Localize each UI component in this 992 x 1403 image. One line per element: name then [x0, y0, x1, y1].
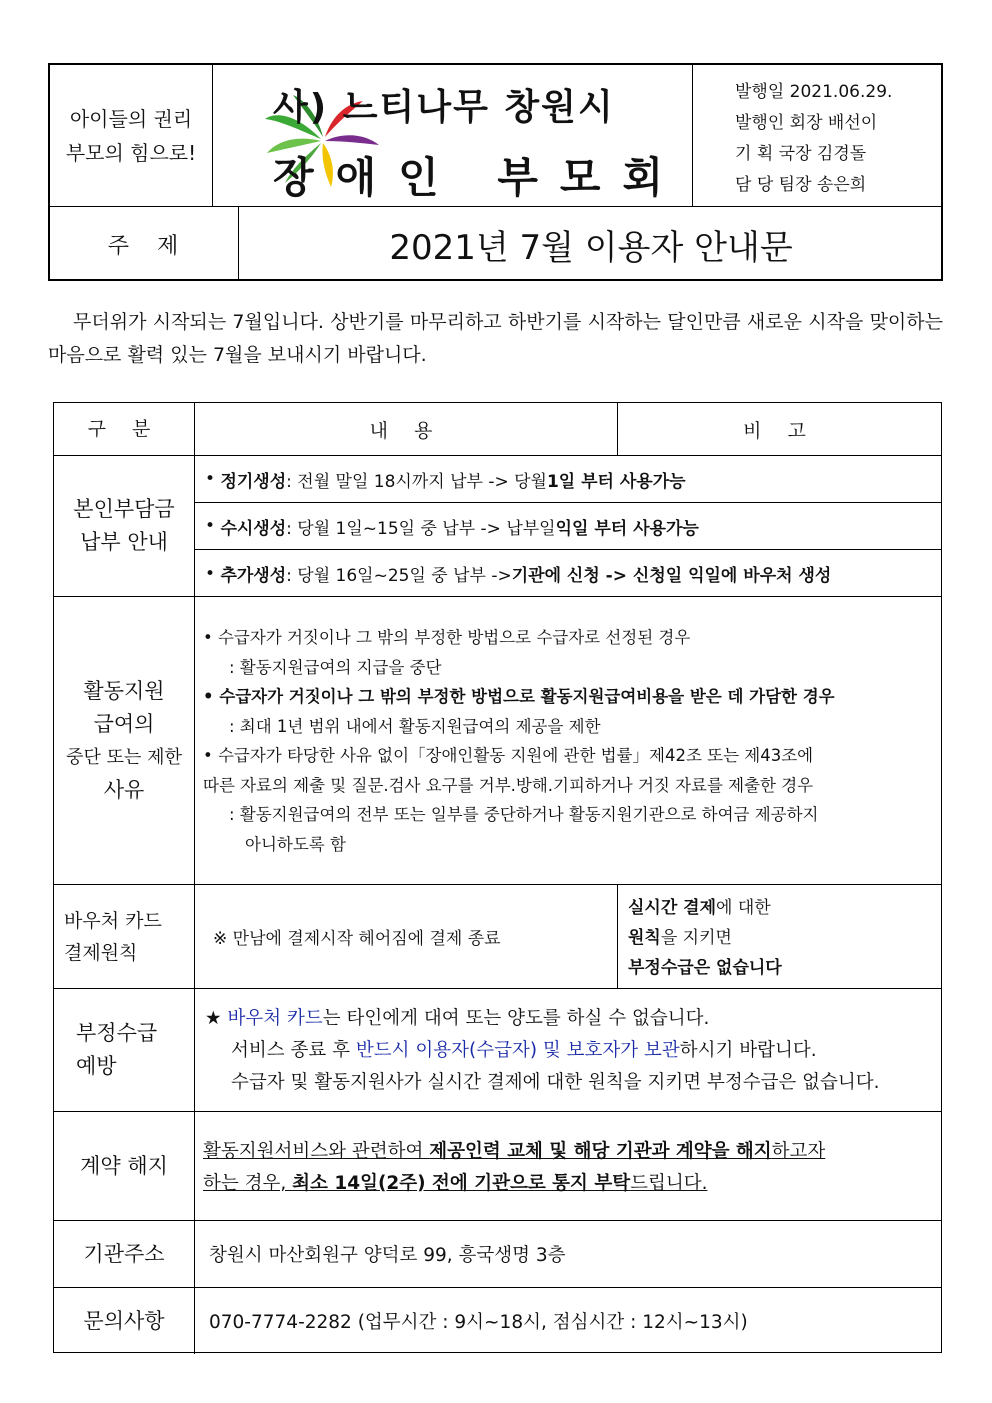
suspension-line: : 활동지원급여의 지급을 중단 — [229, 657, 442, 677]
fraud-line-2-pre: 서비스 종료 후 — [231, 1040, 356, 1061]
suspension-line: : 최대 1년 범위 내에서 활동지원급여의 제공을 제한 — [229, 716, 601, 736]
newsletter-header — [48, 63, 943, 281]
intro-paragraph — [48, 306, 943, 372]
suspension-line: • 수급자가 거짓이나 그 밖의 부정한 방법으로 활동지원급여비용을 받은 데 가담한 경우 — [203, 687, 835, 706]
termination-category: 계약 해지 — [54, 1112, 195, 1220]
organization-subtitle: 장애인 부모회 — [273, 153, 686, 202]
inquiry-category: 문의사항 — [54, 1288, 195, 1354]
voucher-category-line-1: 바우처 카드 — [64, 909, 162, 932]
fraud-content — [195, 989, 941, 1111]
suspension-row — [54, 597, 941, 885]
termination-line-2-post: 드립니다. — [630, 1173, 708, 1194]
header-content-area — [195, 403, 941, 455]
fraud-category — [54, 989, 195, 1111]
payment-regular: • 정기생성 : 전월 말일 18시까지 납부 -> 당월 1일 부터 사용가능 — [195, 456, 941, 503]
voucher-note-bold-3: 부정수급은 없습니다 — [628, 958, 782, 978]
slogan-line-2: 부모의 힘으로! — [65, 141, 197, 165]
fraud-line-2-post: 하시기 바랍니다. — [679, 1040, 817, 1061]
voucher-category-line-2: 결제원칙 — [64, 941, 138, 964]
suspension-category-line-1: 활동지원 — [83, 678, 165, 703]
additional-text: : 당월 16일~25일 중 납부 -> — [286, 566, 512, 586]
fraud-category-line-1: 부정수급 — [76, 1021, 158, 1045]
occasional-label: 수시생성 — [220, 518, 287, 539]
payment-category — [54, 456, 195, 596]
suspension-category-line-2: 급여의 — [93, 711, 155, 736]
payment-category-line-2: 납부 안내 — [80, 530, 168, 554]
payment-occasional: • 수시생성 : 당월 1일~15일 중 납부 -> 납부일 익일 부터 사용가능 — [195, 503, 941, 550]
suspension-category — [54, 597, 195, 884]
payment-content — [195, 456, 941, 596]
voucher-note-bold-1: 실시간 결제 — [628, 898, 717, 918]
publication-info — [693, 65, 943, 207]
person-in-charge: 담 당 팀장 송은희 — [735, 175, 867, 195]
slogan — [50, 65, 213, 207]
header-category: 구 분 — [54, 403, 195, 455]
planner: 기 획 국장 김경돌 — [735, 144, 867, 164]
address-category: 기관주소 — [54, 1221, 195, 1287]
voucher-category — [54, 885, 195, 988]
fraud-line-1: 는 타인에게 대여 또는 양도를 하실 수 없습니다. — [322, 1008, 710, 1029]
voucher-row — [54, 885, 941, 989]
termination-line-1-post: 하고자 — [771, 1141, 826, 1162]
table-header-row — [54, 403, 941, 456]
suspension-line: • 수급자가 거짓이나 그 밖의 부정한 방법으로 수급자로 선정된 경우 — [203, 628, 691, 647]
intro-text: 무더위가 시작되는 7월입니다. 상반기를 마무리하고 하반기를 시작하는 달인만큼 새로운 시작을 맞이하는 마음으로 활력 있는 7월을 보내시기 바랍니다. — [48, 311, 943, 366]
voucher-principle: ※ 만남에 결제시작 헤어짐에 결제 종료 — [195, 885, 618, 988]
termination-line-2-pre: 하는 경우, — [203, 1173, 293, 1194]
occasional-emphasis: 익일 부터 사용가능 — [555, 518, 699, 539]
header-note: 비 고 — [743, 419, 816, 442]
payment-category-line-1: 본인부담금 — [73, 497, 175, 521]
address-value: 창원시 마산회원구 양덕로 99, 흥국생명 3층 — [209, 1245, 566, 1266]
header-subject-row — [50, 207, 941, 281]
inquiry-content — [195, 1288, 941, 1354]
fraud-prevention-row — [54, 989, 941, 1112]
header-top-row — [50, 65, 941, 207]
occasional-text: : 당월 1일~15일 중 납부 -> 납부일 — [286, 518, 556, 539]
star-icon: ★ — [205, 1008, 222, 1029]
subject-label: 주제 — [50, 207, 239, 281]
voucher-content — [195, 885, 941, 988]
additional-emphasis: 기관에 신청 -> 신청일 익일에 바우처 생성 — [511, 566, 832, 586]
termination-content — [195, 1112, 941, 1220]
payment-row — [54, 456, 941, 597]
address-row — [54, 1221, 941, 1288]
suspension-line: 아니하도록 함 — [245, 834, 346, 854]
termination-row — [54, 1112, 941, 1221]
slogan-line-1: 아이들의 권리 — [69, 107, 193, 131]
publisher: 발행인 회장 배선이 — [735, 113, 878, 133]
voucher-note-text-2: 을 지키면 — [660, 928, 732, 948]
suspension-content — [195, 597, 941, 884]
payment-additional: • 추가생성 : 당월 16일~25일 중 납부 -> 기관에 신청 -> 신청일 익일에 바우처 생성 — [195, 550, 941, 597]
subject-title: 2021년 7월 이용자 안내문 — [389, 227, 793, 268]
suspension-line: 따른 자료의 제출 및 질문.검사 요구를 거부.방해.기피하거나 거짓 자료를 제출한 경우 — [203, 775, 814, 795]
regular-label: 정기생성 — [220, 471, 287, 492]
regular-emphasis: 1일 부터 사용가능 — [546, 471, 686, 492]
address-content — [195, 1221, 941, 1287]
suspension-category-line-3: 중단 또는 제한 — [66, 746, 182, 768]
organization-name: 사) 느티나무 창원시 — [273, 87, 615, 128]
header-content: 내 용 — [195, 403, 618, 455]
voucher-note-text-1: 에 대한 — [716, 898, 771, 918]
suspension-line: : 활동지원급여의 전부 또는 일부를 중단하거나 활동지원기관으로 하여금 제공하지 — [229, 805, 819, 824]
info-table — [53, 402, 942, 1353]
additional-label: 추가생성 — [220, 566, 287, 586]
organization-block — [213, 65, 693, 207]
inquiry-row — [54, 1288, 941, 1354]
fraud-emphasis-2: 반드시 이용자(수급자) 및 보호자가 보관 — [355, 1040, 680, 1061]
fraud-category-line-2: 예방 — [76, 1054, 117, 1078]
termination-emphasis-2: 최소 14일(2주) 전에 기관으로 통지 부탁 — [292, 1173, 631, 1194]
inquiry-value: 070-7774-2282 (업무시간 : 9시~18시, 점심시간 : 12시~13시) — [209, 1312, 748, 1333]
regular-text: : 전월 말일 18시까지 납부 -> 당월 — [286, 471, 547, 492]
fraud-line-3: 수급자 및 활동지원사가 실시간 결제에 대한 원칙을 지키면 부정수급은 없습니다. — [231, 1072, 880, 1093]
termination-line-1-pre: 활동지원서비스와 관련하여 — [203, 1141, 430, 1162]
voucher-note-bold-2: 원칙 — [628, 928, 661, 948]
voucher-note — [628, 893, 782, 983]
publish-date: 발행일 2021.06.29. — [735, 82, 893, 102]
suspension-category-line-4: 사유 — [103, 777, 145, 802]
termination-emphasis-1: 제공인력 교체 및 해당 기관과 계약을 해지 — [429, 1141, 772, 1162]
fraud-emphasis-1: 바우처 카드 — [227, 1008, 323, 1029]
suspension-line: • 수급자가 타당한 사유 없이「장애인활동 지원에 관한 법률」제42조 또는 제43조에 — [203, 746, 814, 765]
